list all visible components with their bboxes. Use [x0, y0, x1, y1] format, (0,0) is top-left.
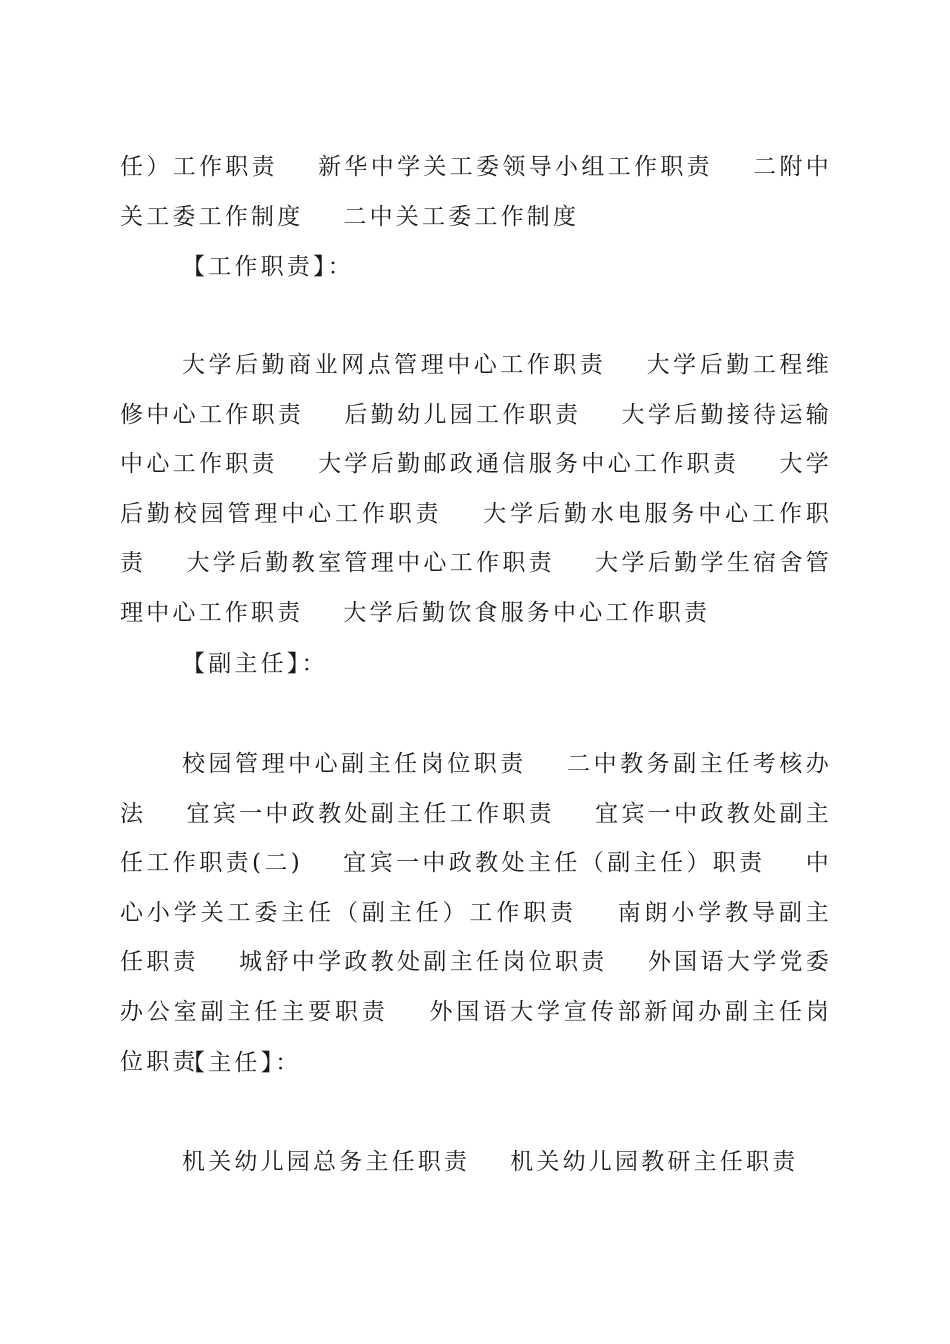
section-heading-deputy-director: 【副主任】：: [182, 651, 328, 677]
link-item[interactable]: 中心小学关工委主任（副主任）工作职责: [120, 850, 833, 926]
link-item[interactable]: 外国语大学党委办公室副主任主要职责: [120, 949, 832, 1025]
link-item[interactable]: 任）工作职责: [120, 154, 278, 180]
link-item[interactable]: 大学后勤教室管理中心工作职责: [186, 550, 556, 577]
link-item[interactable]: 南朗小学教导副主任职责: [120, 899, 832, 976]
section-heading-work-duties: 【工作职责】：: [182, 254, 354, 280]
link-item[interactable]: 新华中学关工委领导小组工作职责: [317, 154, 714, 180]
link-item[interactable]: 大学后勤工程维修中心工作职责: [120, 352, 832, 428]
paragraph-director-links: [120, 1138, 832, 1188]
link-item[interactable]: 大学后勤接待运输中心工作职责: [120, 401, 832, 478]
paragraph-work-duties-links: [120, 341, 832, 639]
paragraph-deputy-director-links: [120, 740, 832, 1087]
link-item[interactable]: 宜宾一中政教处副主任工作职责(二): [120, 800, 832, 877]
link-item[interactable]: 机关幼儿园教研主任职责: [510, 1149, 799, 1175]
link-item[interactable]: 大学后勤饮食服务中心工作职责: [343, 599, 711, 626]
link-item[interactable]: 宜宾一中政教处副主任工作职责: [186, 800, 556, 827]
link-item[interactable]: 后勤幼儿园工作职责: [344, 401, 582, 428]
link-item[interactable]: 宜宾一中政教处主任（副主任）职责: [342, 850, 766, 877]
link-item[interactable]: 外国语大学宣传部新闻办副主任岗位职责: [120, 998, 833, 1075]
link-item[interactable]: 大学后勤学生宿舍管理中心工作职责: [120, 550, 832, 626]
link-item[interactable]: 城舒中学政教处副主任岗位职责: [238, 949, 608, 976]
link-item[interactable]: 大学后勤邮政通信服务中心工作职责: [317, 451, 740, 478]
link-item[interactable]: 大学后勤校园管理中心工作职责: [120, 451, 832, 527]
link-item[interactable]: 二中关工委工作制度: [343, 203, 580, 230]
link-item[interactable]: 二中教务副主任考核办法: [120, 751, 832, 827]
paragraph-related-links-top: [120, 143, 832, 242]
section-heading-director: 【主任】：: [182, 1050, 302, 1076]
link-item[interactable]: 二附中关工委工作制度: [120, 154, 832, 230]
link-item[interactable]: 校园管理中心副主任岗位职责: [182, 751, 527, 777]
link-item[interactable]: 大学后勤水电服务中心工作职责: [120, 500, 832, 577]
link-item[interactable]: 大学后勤商业网点管理中心工作职责: [182, 352, 607, 378]
link-item[interactable]: 机关幼儿园总务主任职责: [182, 1149, 471, 1175]
